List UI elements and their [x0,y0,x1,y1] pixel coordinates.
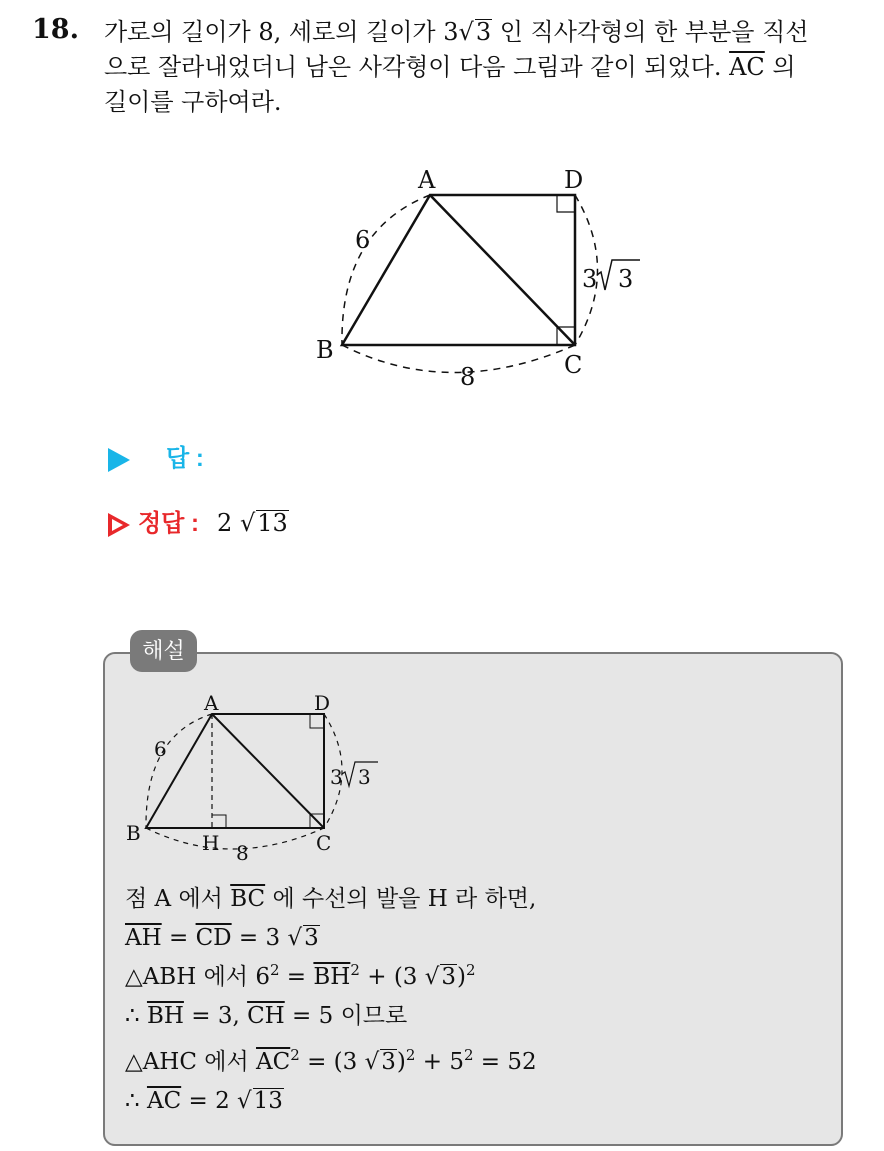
solution-line-3: △ABH 에서 $6^2 = \overline{BH}^2 + (3$ √3)$^2$ [125,961,476,990]
diagonal-ac-small [212,714,324,828]
quadrilateral-small [146,714,324,828]
solution-line-4: ∴ $\overline{BH} = 3$, $\overline{CH} = 5$ 이므로 [125,1003,408,1029]
label-b-small: B [126,821,141,845]
answer-label: 답 : [166,445,204,472]
solution-line-5: △AHC 에서 $\overline{AC}^2 = (3$ $√3)^2 + 5^2 = 52$ [125,1046,537,1075]
right-angle-d [557,195,575,212]
diagonal-ac [430,195,575,345]
label-d-small: D [314,691,331,715]
label-side-ab: 6 [355,226,371,254]
question-line-2: 으로 잘라내었더니 남은 사각형이 다음 그림과 같이 되었다. $\overline{AC}$ 의 [104,53,796,81]
correct-answer-label: 정답 : [138,510,200,537]
question-line-1: 가로의 길이가 8, 세로의 길이가 3√3 인 직사각형의 한 부분을 직선 [104,18,809,46]
label-a: A [418,166,436,194]
right-angle-d-small [310,714,324,728]
solution-text [125,882,537,1123]
label-side-bc: 8 [460,363,476,390]
solution-line-1: 점 A 에서 $\overline{BC}$ 에 수선의 발을 H 라 하면, [125,886,537,912]
label-b: B [316,336,334,364]
answer-row [108,438,204,473]
label-c: C [564,351,583,379]
label-h-small: H [202,831,220,855]
question-number: 18. [32,14,79,45]
right-angle-h [212,815,226,828]
arc-bc [342,345,575,373]
label-a-small: A [204,691,219,715]
question-text [104,15,864,120]
label-c-small: C [316,831,332,855]
outline-triangle-icon [108,513,130,537]
correct-answer-row [108,503,289,538]
label-side-cd-root: 3 [618,265,634,293]
solution-figure [120,690,400,870]
solution-line-2: $\overline{AH} = \overline{CD} = 3$ √3 [125,925,319,951]
play-triangle-icon [108,448,130,472]
label-side-cd-coef-small: 3 [330,765,343,789]
label-d: D [564,166,584,194]
solution-line-6: ∴ $\overline{AC} = 2$ √13 [125,1088,283,1114]
arc-bc-small [146,828,324,849]
label-side-ab-small: 6 [154,737,167,761]
label-side-bc-small: 8 [236,841,249,865]
solution-tab: 해설 [130,630,197,672]
correct-answer-value: 2 √13 [217,509,288,537]
quadrilateral-abcd [342,195,575,345]
label-side-cd-coef: 3 [582,265,598,293]
label-side-cd-root-small: 3 [358,765,371,789]
question-line-3: 길이를 구하여라. [104,88,282,116]
quadrilateral-figure [300,160,660,390]
